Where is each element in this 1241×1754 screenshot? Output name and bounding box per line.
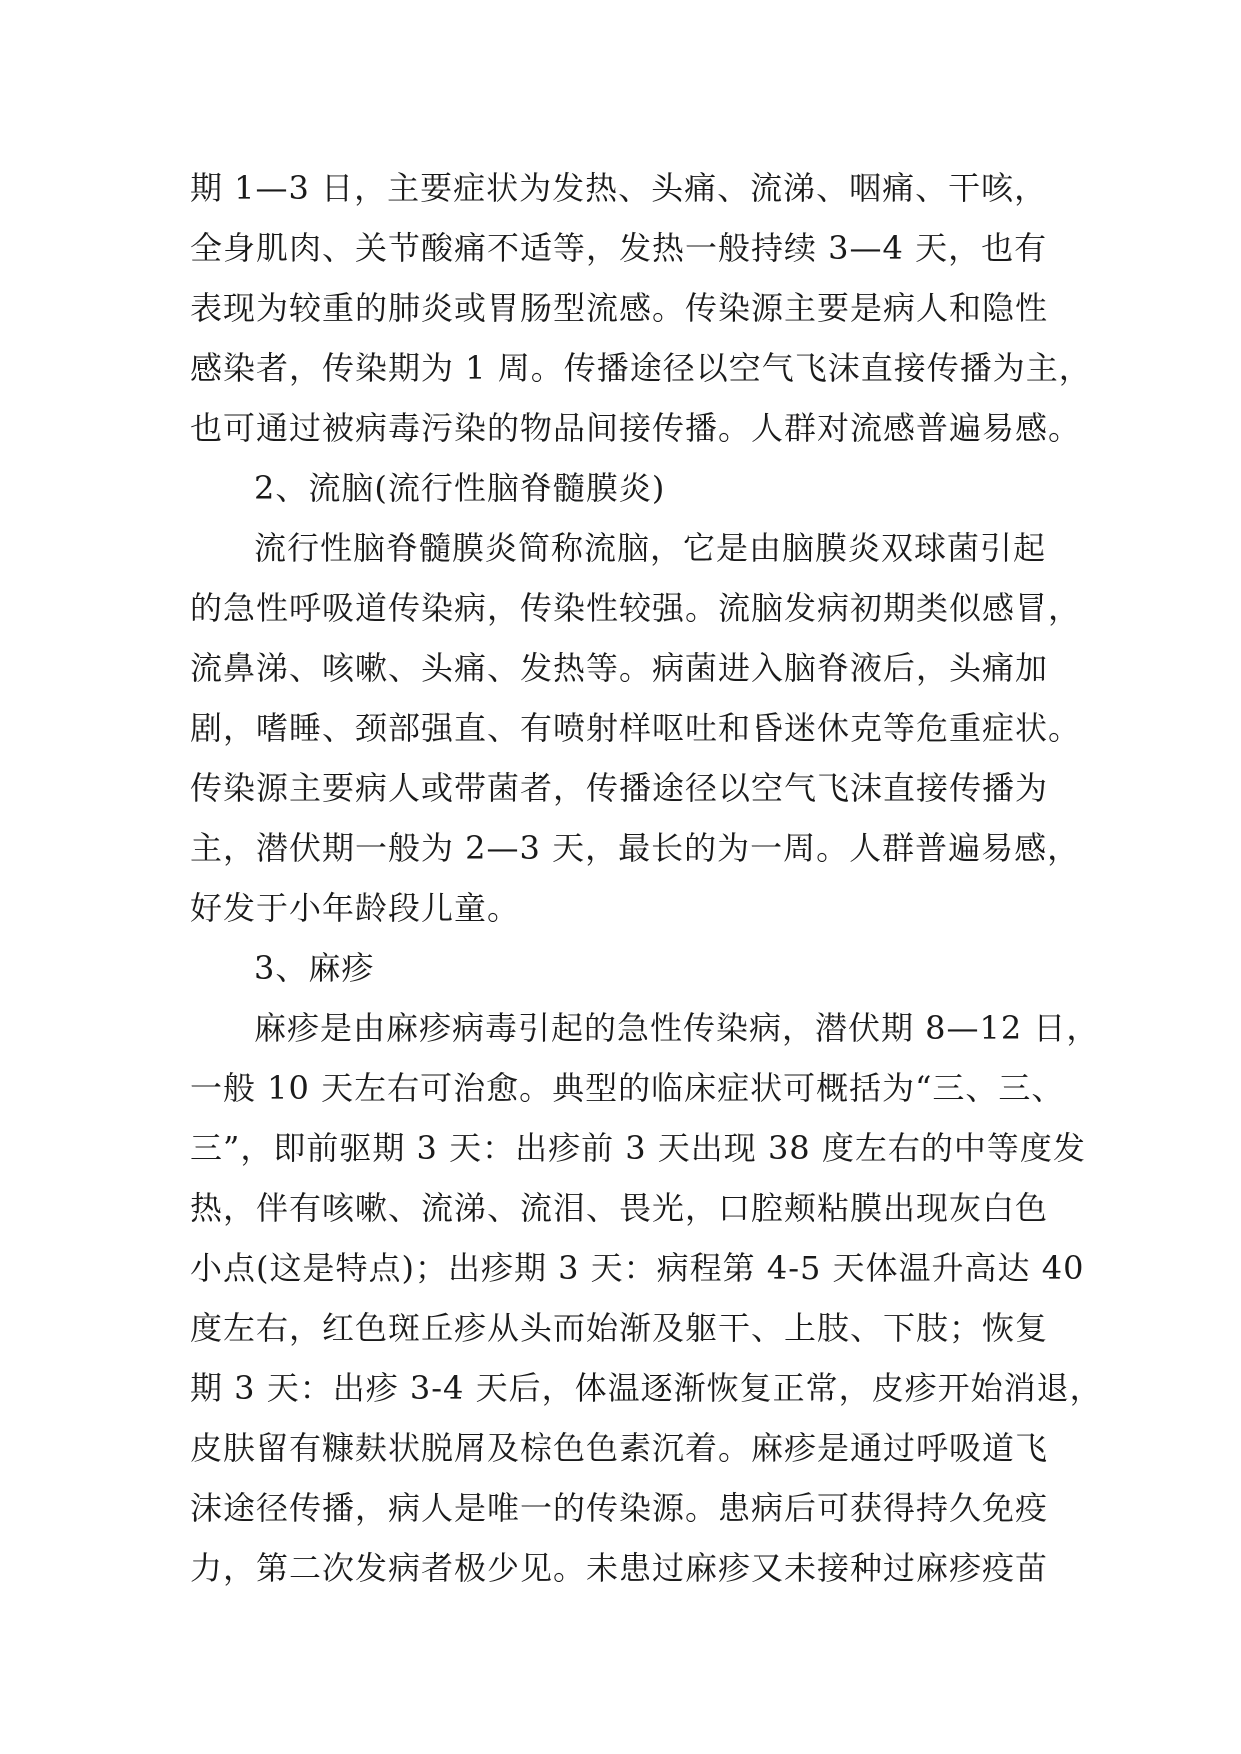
text-line: 期 1—3 日，主要症状为发热、头痛、流涕、咽痛、干咳， bbox=[190, 169, 1048, 207]
text-line: 好发于小年龄段儿童。 bbox=[190, 889, 521, 927]
text-line: 3、麻疹 bbox=[254, 949, 375, 987]
text-line: 的急性呼吸道传染病，传染性较强。流脑发病初期类似感冒， bbox=[190, 589, 1082, 627]
text-line: 一般 10 天左右可治愈。典型的临床症状可概括为“三、三、 bbox=[190, 1069, 1065, 1107]
text-line: 度左右，红色斑丘疹从头而始渐及躯干、上肢、下肢；恢复 bbox=[190, 1309, 1049, 1347]
text-line: 感染者，传染期为 1 周。传播途径以空气飞沫直接传播为主， bbox=[190, 349, 1092, 387]
text-line: 全身肌肉、关节酸痛不适等，发热一般持续 3—4 天，也有 bbox=[190, 229, 1048, 267]
text-line: 流鼻涕、咳嗽、头痛、发热等。病菌进入脑脊液后，头痛加 bbox=[190, 649, 1049, 687]
text-line: 传染源主要病人或带菌者，传播途径以空气飞沫直接传播为 bbox=[190, 769, 1049, 807]
text-line: 沫途径传播，病人是唯一的传染源。患病后可获得持久免疫 bbox=[190, 1489, 1049, 1527]
text-line: 热，伴有咳嗽、流涕、流泪、畏光，口腔颊粘膜出现灰白色 bbox=[190, 1189, 1049, 1227]
text-line: 麻疹是由麻疹病毒引起的急性传染病，潜伏期 8—12 日， bbox=[254, 1009, 1100, 1047]
text-line: 表现为较重的肺炎或胃肠型流感。传染源主要是病人和隐性 bbox=[190, 289, 1049, 327]
text-line: 三”，即前驱期 3 天：出疹前 3 天出现 38 度左右的中等度发 bbox=[190, 1129, 1086, 1167]
text-line: 剧，嗜睡、颈部强直、有喷射样呕吐和昏迷休克等危重症状。 bbox=[190, 709, 1082, 747]
text-line: 小点(这是特点)；出疹期 3 天：病程第 4-5 天体温升高达 40 bbox=[190, 1249, 1085, 1287]
text-line: 也可通过被病毒污染的物品间接传播。人群对流感普遍易感。 bbox=[190, 409, 1082, 447]
text-line: 流行性脑脊髓膜炎简称流脑，它是由脑膜炎双球菌引起 bbox=[254, 529, 1047, 567]
text-line: 期 3 天：出疹 3-4 天后，体温逐渐恢复正常，皮疹开始消退， bbox=[190, 1369, 1103, 1407]
text-line: 力，第二次发病者极少见。未患过麻疹又未接种过麻疹疫苗 bbox=[190, 1549, 1049, 1587]
text-line: 主，潜伏期一般为 2—3 天，最长的为一周。人群普遍易感， bbox=[190, 829, 1081, 867]
text-line: 皮肤留有糠麸状脱屑及棕色色素沉着。麻疹是通过呼吸道飞 bbox=[190, 1429, 1049, 1467]
document-body bbox=[190, 158, 1190, 1598]
text-line: 2、流脑(流行性脑脊髓膜炎) bbox=[254, 469, 666, 507]
